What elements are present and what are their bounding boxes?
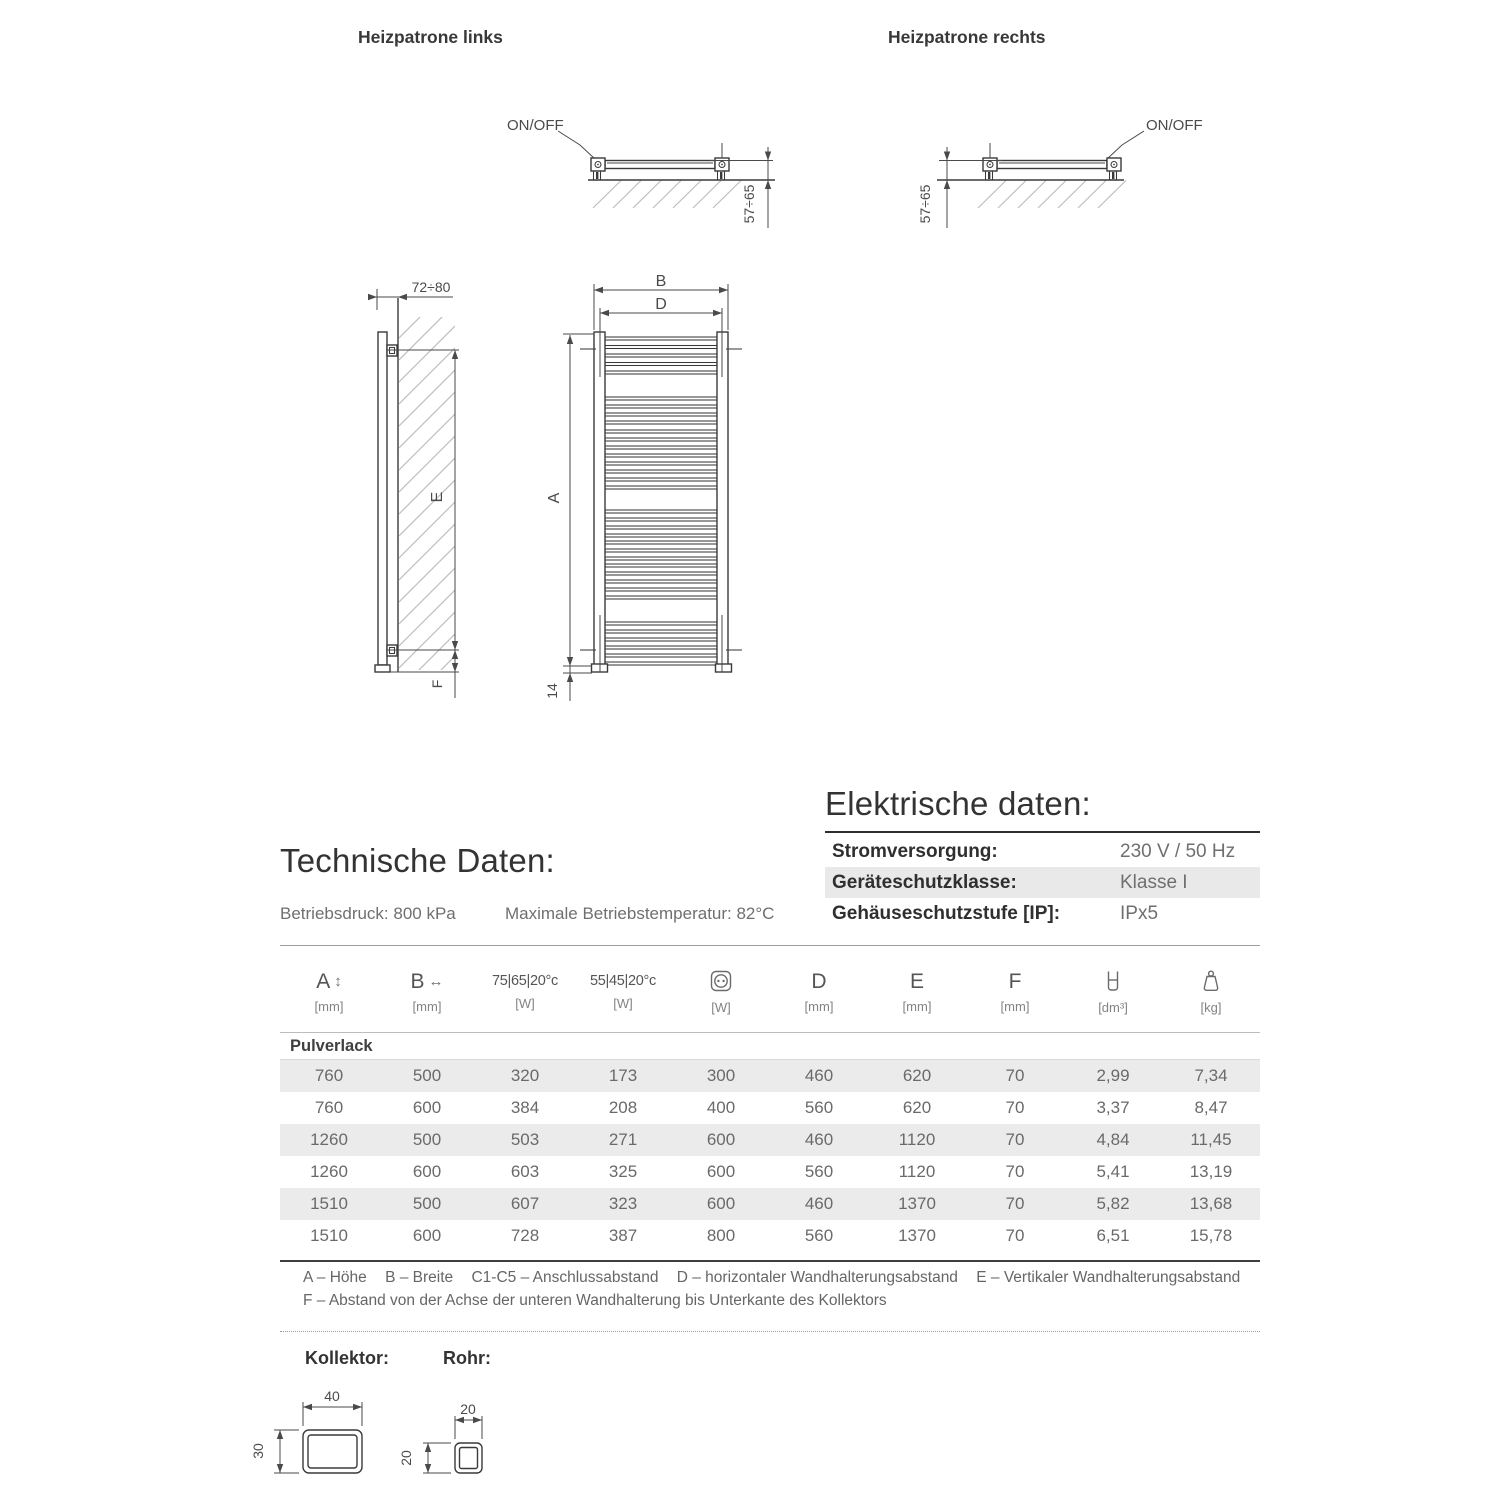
legend-item: D – horizontaler Wandhalterungsabstand bbox=[676, 1269, 958, 1286]
dim-14-label: 14 bbox=[544, 683, 560, 699]
table-cell: 2,99 bbox=[1096, 1066, 1130, 1085]
section-divider bbox=[280, 945, 1260, 946]
dim-d-label: D bbox=[655, 296, 667, 313]
table-cell: 600 bbox=[706, 1194, 736, 1213]
col-label: 55|45|20°c bbox=[590, 973, 656, 989]
table-cell: 503 bbox=[510, 1130, 540, 1149]
col-unit: [mm] bbox=[1000, 998, 1030, 1014]
table-cell: 6,51 bbox=[1096, 1226, 1130, 1245]
table-cell: 384 bbox=[510, 1098, 540, 1117]
dim-f-label: F bbox=[429, 679, 445, 689]
onoff-leader-line bbox=[558, 131, 595, 159]
dim-a-label: A bbox=[546, 492, 563, 504]
table-cell: 7,34 bbox=[1194, 1066, 1228, 1085]
col-label: F bbox=[1008, 969, 1022, 993]
table-cell: 300 bbox=[706, 1066, 736, 1085]
onoff-leader-line bbox=[1107, 131, 1144, 159]
table-cell: 70 bbox=[1005, 1226, 1025, 1245]
table-cell: 560 bbox=[804, 1098, 834, 1117]
mount-height-value: 57÷65 bbox=[917, 184, 933, 224]
table-cell: 460 bbox=[804, 1130, 834, 1149]
table-cell: 1370 bbox=[898, 1226, 936, 1245]
electrical-row bbox=[825, 898, 1260, 929]
table-cell: 70 bbox=[1005, 1130, 1025, 1149]
col-label: 75|65|20°c bbox=[492, 973, 558, 989]
dotted-divider bbox=[280, 1331, 1260, 1332]
table-cell: 603 bbox=[510, 1162, 540, 1181]
table-row bbox=[280, 1124, 1260, 1156]
col-label: D bbox=[811, 969, 827, 993]
table-cell: 70 bbox=[1005, 1098, 1025, 1117]
table-group-label: Pulverlack bbox=[280, 1032, 1260, 1060]
table-cell: 1260 bbox=[310, 1130, 348, 1149]
table-cell: 607 bbox=[510, 1194, 540, 1213]
table-cell: 600 bbox=[412, 1098, 442, 1117]
table-cell: 728 bbox=[510, 1226, 540, 1245]
radiator-bottom-profile bbox=[588, 143, 775, 180]
col-unit: [W] bbox=[613, 996, 633, 1011]
radiator-bottom-profile bbox=[937, 143, 1124, 180]
side-view bbox=[375, 298, 398, 672]
table-cell: 70 bbox=[1005, 1194, 1025, 1213]
col-header-weight bbox=[1162, 952, 1260, 1032]
spec-table bbox=[280, 952, 1260, 1252]
power-socket-icon bbox=[709, 969, 733, 993]
leftright-arrow-icon: ↔ bbox=[428, 972, 444, 990]
floor-hatch bbox=[593, 181, 741, 209]
col-header-power-55-45-20 bbox=[574, 952, 672, 1032]
table-cell: 400 bbox=[706, 1098, 736, 1117]
heizpatrone-links-drawing bbox=[480, 100, 800, 250]
table-cell: 500 bbox=[412, 1194, 442, 1213]
col-unit: [kg] bbox=[1200, 1000, 1222, 1015]
table-cell: 800 bbox=[706, 1226, 736, 1245]
col-label: A bbox=[316, 969, 331, 993]
wall-depth-dim: 72÷80 bbox=[411, 279, 451, 295]
mount-height-value: 57÷65 bbox=[741, 184, 757, 224]
table-cell: 500 bbox=[412, 1066, 442, 1085]
left-diagram-title: Heizpatrone links bbox=[358, 27, 503, 47]
table-cell: 323 bbox=[608, 1194, 638, 1213]
weight-icon bbox=[1199, 969, 1223, 993]
col-header-power-75-65-20 bbox=[476, 952, 574, 1032]
col-header-electric-power bbox=[672, 952, 770, 1032]
legend-line-2: F – Abstand von der Achse der unteren Wandhalterung bis Unterkante des Kollektors bbox=[303, 1292, 887, 1309]
table-cell: 760 bbox=[314, 1098, 344, 1117]
table-cell: 13,19 bbox=[1189, 1162, 1233, 1181]
table-cell: 13,68 bbox=[1189, 1194, 1233, 1213]
table-cell: 1370 bbox=[898, 1194, 936, 1213]
table-row bbox=[280, 1092, 1260, 1124]
col-label: E bbox=[909, 969, 924, 993]
heizpatrone-rechts-drawing bbox=[900, 100, 1220, 250]
table-cell: 8,47 bbox=[1194, 1098, 1228, 1117]
table-cell: 4,84 bbox=[1096, 1130, 1130, 1149]
operating-pressure: Betriebsdruck: 800 kPa bbox=[280, 904, 456, 923]
table-cell: 3,37 bbox=[1096, 1098, 1130, 1117]
radiator-dimension-drawing bbox=[330, 260, 800, 720]
kollektor-width-dim: 40 bbox=[324, 1388, 340, 1404]
table-row bbox=[280, 1156, 1260, 1188]
wall-hatch bbox=[399, 260, 455, 712]
kollektor-height-dim: 30 bbox=[250, 1443, 266, 1459]
col-header-e bbox=[868, 952, 966, 1032]
electrical-row-label: Stromversorgung: bbox=[832, 840, 998, 862]
table-cell: 500 bbox=[412, 1130, 442, 1149]
table-cell: 620 bbox=[902, 1098, 932, 1117]
table-cell: 600 bbox=[706, 1130, 736, 1149]
table-cell: 600 bbox=[412, 1226, 442, 1245]
table-row bbox=[280, 1060, 1260, 1092]
col-header-volume bbox=[1064, 952, 1162, 1032]
table-cell: 1120 bbox=[898, 1130, 936, 1149]
updown-arrow-icon: ↕ bbox=[334, 972, 342, 990]
table-cell: 320 bbox=[510, 1066, 540, 1085]
table-cell: 1510 bbox=[310, 1194, 348, 1213]
spec-table-body bbox=[280, 1060, 1260, 1252]
col-header-d bbox=[770, 952, 868, 1032]
dim-e-label: E bbox=[429, 491, 446, 503]
max-operating-temperature: Maximale Betriebstemperatur: 82°C bbox=[505, 904, 775, 923]
table-cell: 760 bbox=[314, 1066, 344, 1085]
dim-b-label: B bbox=[655, 273, 667, 290]
table-cell: 620 bbox=[902, 1066, 932, 1085]
kollektor-cross-section bbox=[250, 1380, 390, 1490]
spec-table-header bbox=[280, 952, 1260, 1032]
col-unit: [mm] bbox=[412, 998, 442, 1014]
onoff-label: ON/OFF bbox=[507, 117, 564, 134]
col-header-f bbox=[966, 952, 1064, 1032]
electrical-row-label: Gehäuseschutzstufe [IP]: bbox=[832, 902, 1061, 924]
right-diagram-title: Heizpatrone rechts bbox=[888, 27, 1046, 47]
rohr-width-dim: 20 bbox=[460, 1401, 476, 1417]
table-cell: 1510 bbox=[310, 1226, 348, 1245]
table-cell: 387 bbox=[608, 1226, 638, 1245]
rohr-height-dim: 20 bbox=[398, 1450, 414, 1466]
table-cell: 1260 bbox=[310, 1162, 348, 1181]
onoff-label: ON/OFF bbox=[1146, 117, 1203, 134]
table-cell: 208 bbox=[608, 1098, 638, 1117]
col-unit: [W] bbox=[515, 996, 535, 1011]
table-cell: 70 bbox=[1005, 1162, 1025, 1181]
electrical-row bbox=[825, 836, 1260, 867]
table-row bbox=[280, 1220, 1260, 1252]
legend-item: A – Höhe bbox=[303, 1269, 367, 1286]
col-header-width bbox=[378, 952, 476, 1032]
radiator-rungs bbox=[605, 337, 717, 665]
table-cell: 600 bbox=[412, 1162, 442, 1181]
electrical-data-table bbox=[825, 831, 1260, 929]
electrical-row bbox=[825, 867, 1260, 898]
electrical-row-value: 230 V / 50 Hz bbox=[1120, 840, 1236, 862]
electrical-row-label: Geräteschutzklasse: bbox=[832, 871, 1017, 893]
front-view bbox=[580, 308, 742, 672]
table-cell: 11,45 bbox=[1190, 1130, 1232, 1149]
kollektor-label: Kollektor: bbox=[305, 1348, 390, 1368]
table-cell: 560 bbox=[804, 1226, 834, 1245]
legend bbox=[303, 1266, 1278, 1312]
legend-item: E – Vertikaler Wandhalterungsabstand bbox=[976, 1269, 1241, 1286]
col-unit: [mm] bbox=[314, 998, 344, 1014]
rohr-cross-section bbox=[395, 1380, 515, 1490]
table-row bbox=[280, 1188, 1260, 1220]
col-unit: [dm³] bbox=[1098, 1000, 1128, 1015]
technical-data-title: Technische Daten: bbox=[280, 842, 555, 879]
table-cell: 173 bbox=[608, 1066, 638, 1085]
table-cell: 560 bbox=[804, 1162, 834, 1181]
electrical-data-title: Elektrische daten: bbox=[825, 785, 1091, 822]
col-label: B bbox=[410, 969, 425, 993]
floor-hatch bbox=[978, 181, 1126, 209]
table-cell: 271 bbox=[608, 1130, 638, 1149]
table-cell: 325 bbox=[608, 1162, 638, 1181]
volume-beaker-icon bbox=[1102, 969, 1124, 993]
legend-item: C1-C5 – Anschlussabstand bbox=[471, 1269, 659, 1286]
electrical-row-value: Klasse I bbox=[1120, 871, 1188, 893]
table-cell: 460 bbox=[804, 1066, 834, 1085]
col-header-height bbox=[280, 952, 378, 1032]
table-cell: 460 bbox=[804, 1194, 834, 1213]
legend-line-1 bbox=[303, 1266, 1278, 1289]
table-cell: 70 bbox=[1005, 1066, 1025, 1085]
table-cell: 5,82 bbox=[1096, 1194, 1130, 1213]
table-cell: 5,41 bbox=[1096, 1162, 1130, 1181]
legend-item: B – Breite bbox=[385, 1269, 454, 1286]
table-bottom-rule bbox=[280, 1260, 1260, 1262]
table-cell: 15,78 bbox=[1189, 1226, 1233, 1245]
table-cell: 1120 bbox=[898, 1162, 936, 1181]
col-unit: [mm] bbox=[902, 998, 932, 1014]
rohr-label: Rohr: bbox=[443, 1348, 491, 1368]
table-cell: 600 bbox=[706, 1162, 736, 1181]
col-unit: [mm] bbox=[804, 998, 834, 1014]
electrical-row-value: IPx5 bbox=[1120, 902, 1159, 924]
col-unit: [W] bbox=[711, 1000, 731, 1015]
